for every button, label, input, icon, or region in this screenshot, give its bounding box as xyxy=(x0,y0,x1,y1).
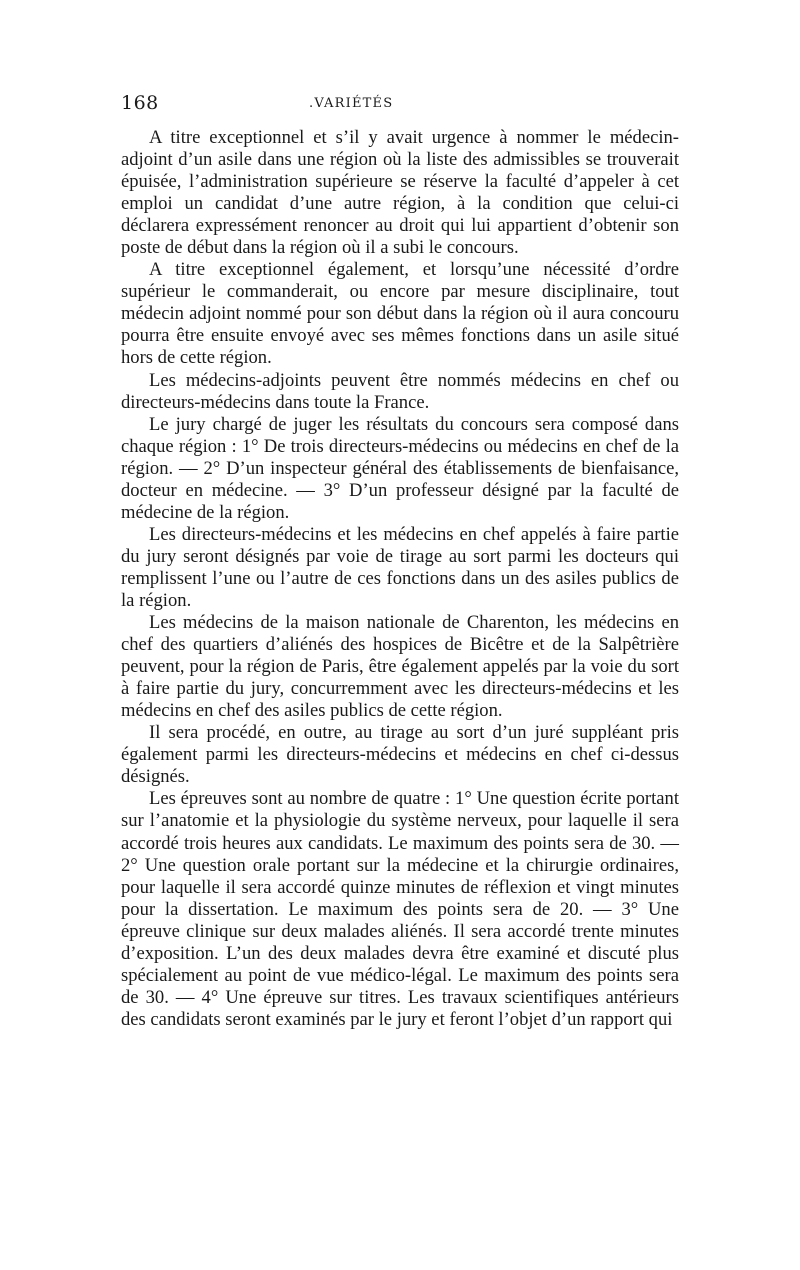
page-header xyxy=(121,92,679,116)
paragraph: Les médecins de la maison nationale de Charenton, les médecins en chef des quartiers d’aliénés des hospices de Bicêtre et de la Salpêtrière peuvent, pour la région de Paris, être également appelés par la voie du sort à faire partie du jury, concurremment avec les directeurs-médecins et les médecins en chef des asiles publics de cette région. xyxy=(121,612,679,722)
paragraph: Les épreuves sont au nombre de quatre : 1° Une question écrite portant sur l’anatomie et la physiologie du système nerveux, pour laquelle il sera accordé trois heures aux candidats. Le maximum des points sera de 30. — 2° Une question orale portant sur la médecine et la chirurgie ordinaires, pour laquelle il sera accordé quinze minutes de réflexion et vingt minutes pour la dissertation. Le maximum des points sera de 20. — 3° Une épreuve clinique sur deux malades aliénés. Il sera accordé trente minutes d’exposition. L’un des deux malades devra être examiné et discuté plus spécialement au point de vue médico-légal. Le maximum des points sera de 30. — 4° Une épreuve sur titres. Les travaux scientifiques antérieurs des candidats seront examinés par le jury et feront l’objet d’un rapport qui xyxy=(121,788,679,1030)
paragraph: Il sera procédé, en outre, au tirage au sort d’un juré suppléant pris également parmi les directeurs-médecins et médecins en chef ci-dessus désignés. xyxy=(121,722,679,788)
paragraph: Les directeurs-médecins et les médecins en chef appelés à faire partie du jury seront désignés par voie de tirage au sort parmi les docteurs qui remplissent l’une ou l’autre de ces fonctions dans un des asiles publics de la région. xyxy=(121,523,679,611)
paragraph: Le jury chargé de juger les résultats du concours sera composé dans chaque région : 1° De trois directeurs-médecins ou médecins en chef de la région. — 2° D’un inspecteur général des établissements de bienfaisance, docteur en médecine. — 3° D’un professeur désigné par la faculté de médecine de la région. xyxy=(121,413,679,523)
running-title: .VARIÉTÉS xyxy=(309,96,394,111)
page-number: 168 xyxy=(121,92,159,114)
paragraph: Les médecins-adjoints peuvent être nommés médecins en chef ou directeurs-médecins dans toute la France. xyxy=(121,369,679,413)
paragraph: A titre exceptionnel également, et lorsqu’une nécessité d’ordre supérieur le commanderait, ou encore par mesure disciplinaire, tout médecin adjoint nommé pour son début dans la région où il aura concouru pourra être ensuite envoyé avec ses mêmes fonctions dans un asile situé hors de cette région. xyxy=(121,259,679,369)
paragraph: A titre exceptionnel et s’il y avait urgence à nommer le médecin-adjoint d’un asile dans une région où la liste des admissibles se trouverait épuisée, l’administration supérieure se réserve la faculté d’appeler à cet emploi un candidat d’une autre région, à la condition que celui-ci déclarera expressément renoncer au droit qui lui appartient d’obtenir son poste de début dans la région où il a subi le concours. xyxy=(121,127,679,259)
body-text xyxy=(121,127,679,1031)
